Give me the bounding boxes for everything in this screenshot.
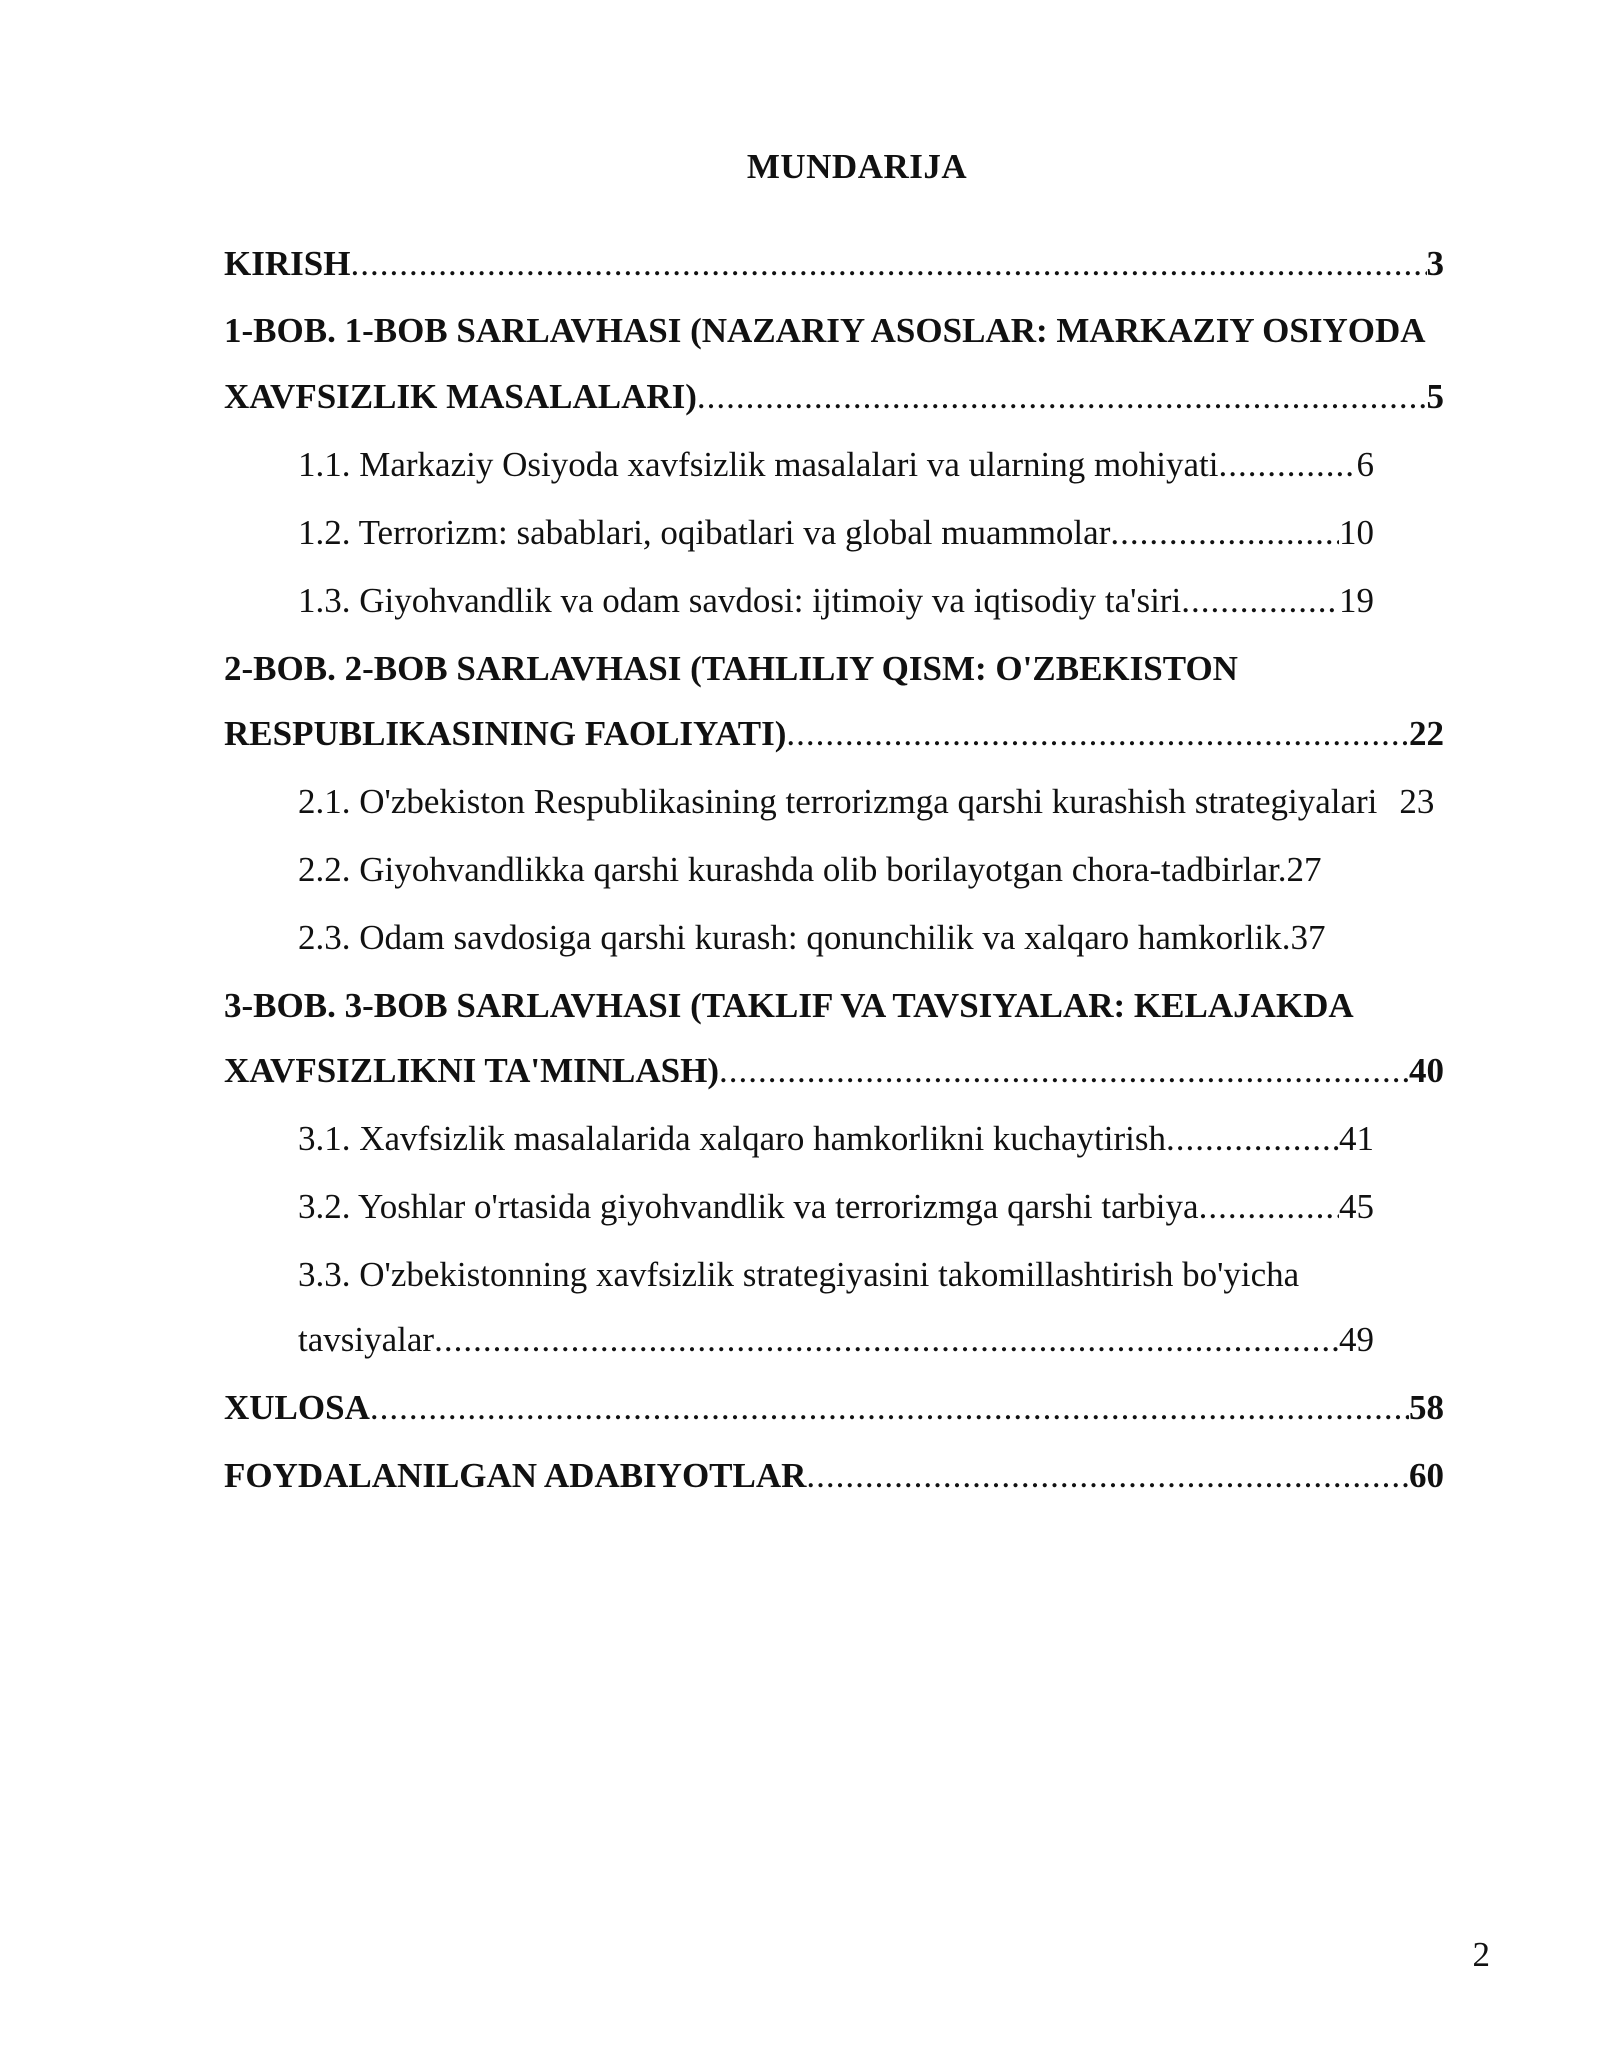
toc-leader-dots xyxy=(350,242,1426,286)
toc-leader-dots xyxy=(719,1049,1409,1093)
toc-section-3-1[interactable] xyxy=(298,1117,1374,1161)
toc-entry-page: 27 xyxy=(1286,850,1322,889)
toc-entry-text: 3.2. Yoshlar o'rtasida giyohvandlik va terrorizmga qarshi tarbiya xyxy=(298,1187,1199,1226)
toc-entry-page: 3 xyxy=(1426,244,1444,283)
toc-entry-kirish[interactable] xyxy=(224,242,1444,286)
toc-entry-text: RESPUBLIKASINING FAOLIYATI) xyxy=(224,714,787,753)
toc-chapter-1-heading[interactable] xyxy=(224,309,1524,353)
toc-entry-text: 2.3. Odam savdosiga qarshi kurash: qonunchilik va xalqaro hamkorlik. xyxy=(298,918,1291,957)
toc-entry-text: XAVFSIZLIKNI TA'MINLASH) xyxy=(224,1051,719,1090)
toc-leader-dots xyxy=(1166,1117,1339,1161)
toc-entry-page: 60 xyxy=(1409,1456,1444,1495)
toc-entry-text: KIRISH xyxy=(224,244,351,283)
toc-entry-page: 37 xyxy=(1290,918,1326,957)
toc-entry-page: 6 xyxy=(1356,445,1374,484)
toc-entry-text: 2.1. O'zbekiston Respublikasining terrorizmga qarshi kurashish strategiyalari xyxy=(298,782,1378,821)
toc-section-3-2[interactable] xyxy=(298,1185,1374,1229)
toc-section-1-1[interactable] xyxy=(298,443,1374,487)
toc-section-3-3-heading[interactable] xyxy=(298,1253,1498,1297)
toc-section-1-2[interactable] xyxy=(298,511,1374,555)
toc-entry-page: 45 xyxy=(1339,1187,1374,1226)
toc-entry-page: 40 xyxy=(1409,1051,1444,1090)
toc-entry-page: 49 xyxy=(1339,1320,1374,1359)
toc-entry-page: 23 xyxy=(1399,782,1435,821)
toc-leader-dots xyxy=(697,375,1427,419)
toc-leader-dots xyxy=(370,1386,1409,1430)
toc-entry-text: 3-BOB. 3-BOB SARLAVHASI (TAKLIF VA TAVSIYALAR: KELAJAKDA xyxy=(224,986,1354,1025)
toc-entry-text: 1.2. Terrorizm: sabablari, oqibatlari va global muammolar xyxy=(298,513,1111,552)
toc-entry-text: XULOSA xyxy=(224,1388,370,1427)
toc-section-2-3[interactable] xyxy=(298,916,1374,960)
toc-section-1-3[interactable] xyxy=(298,579,1374,623)
toc-chapter-3[interactable] xyxy=(224,1049,1444,1093)
toc-chapter-2-heading[interactable] xyxy=(224,647,1524,691)
toc-entry-text: 1.1. Markaziy Osiyoda xavfsizlik masalalari va ularning mohiyati xyxy=(298,445,1219,484)
toc-entry-text: 2-BOB. 2-BOB SARLAVHASI (TAHLILIY QISM: O'ZBEKISTON xyxy=(224,649,1238,688)
toc-leader-dots xyxy=(786,712,1409,756)
toc-entry-page: 41 xyxy=(1339,1119,1374,1158)
toc-leader-dots xyxy=(806,1454,1409,1498)
toc-entry-page: 22 xyxy=(1409,714,1444,753)
toc-entry-text: 1.3. Giyohvandlik va odam savdosi: ijtimoiy va iqtisodiy ta'siri xyxy=(298,581,1182,620)
toc-entry-xulosa[interactable] xyxy=(224,1386,1444,1430)
toc-leader-dots xyxy=(1218,443,1356,487)
toc-leader-dots xyxy=(1199,1185,1339,1229)
toc-entry-page: 5 xyxy=(1426,377,1444,416)
toc-entry-text: FOYDALANILGAN ADABIYOTLAR xyxy=(224,1456,807,1495)
toc-leader-dots xyxy=(1110,511,1339,555)
toc-leader-dots xyxy=(1181,579,1339,623)
toc-entry-adabiyotlar[interactable] xyxy=(224,1454,1444,1498)
page-title: MUNDARIJA xyxy=(746,147,968,186)
toc-entry-text: 3.1. Xavfsizlik masalalarida xalqaro hamkorlikni kuchaytirish xyxy=(298,1119,1166,1158)
toc-entry-text: 1-BOB. 1-BOB SARLAVHASI (NAZARIY ASOSLAR: MARKAZIY OSIYODA xyxy=(224,311,1426,350)
page-number: 2 xyxy=(1472,1935,1490,1974)
toc-section-3-3[interactable] xyxy=(298,1318,1374,1362)
toc-entry-text: tavsiyalar xyxy=(298,1320,435,1359)
toc-entry-text: XAVFSIZLIK MASALALARI) xyxy=(224,377,697,416)
toc-entry-page: 10 xyxy=(1339,513,1374,552)
toc-leader-dots xyxy=(434,1318,1339,1362)
toc-section-2-2[interactable] xyxy=(298,848,1374,892)
toc-chapter-2[interactable] xyxy=(224,712,1444,756)
toc-entry-page: 58 xyxy=(1409,1388,1444,1427)
toc-chapter-1[interactable] xyxy=(224,375,1444,419)
toc-entry-page: 19 xyxy=(1339,581,1374,620)
toc-entry-text: 3.3. O'zbekistonning xavfsizlik strategiyasini takomillashtirish bo'yicha xyxy=(298,1255,1300,1294)
toc-chapter-3-heading[interactable] xyxy=(224,984,1524,1028)
toc-entry-text: 2.2. Giyohvandlikka qarshi kurashda olib borilayotgan chora-tadbirlar. xyxy=(298,850,1287,889)
toc-section-2-1[interactable] xyxy=(298,780,1494,824)
